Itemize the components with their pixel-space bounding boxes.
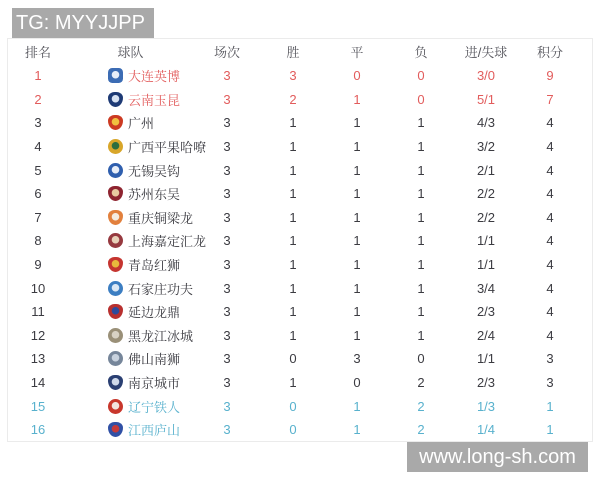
team-cell — [68, 373, 193, 392]
played: 3 — [223, 422, 231, 438]
played: 3 — [223, 304, 231, 320]
points: 3 — [546, 351, 554, 367]
goals: 1/3 — [476, 398, 496, 414]
column-header-goals: 进/失球 — [464, 45, 508, 60]
draw: 0 — [353, 68, 361, 84]
rank: 16 — [30, 422, 46, 438]
team-logo-icon — [108, 163, 123, 178]
loss: 2 — [417, 422, 425, 438]
column-header-rank: 排名 — [24, 45, 51, 60]
table-header-row — [8, 39, 592, 64]
points: 1 — [546, 422, 554, 438]
draw: 3 — [353, 351, 361, 367]
win: 1 — [289, 209, 297, 225]
table-row — [8, 300, 592, 324]
loss: 0 — [417, 351, 425, 367]
draw: 1 — [353, 257, 361, 273]
column-header-wins: 胜 — [286, 45, 300, 60]
rank: 15 — [30, 398, 46, 414]
team-name[interactable]: 苏州东吴 — [128, 187, 181, 203]
win: 1 — [289, 115, 297, 131]
win: 0 — [289, 398, 297, 414]
rank: 4 — [34, 139, 42, 155]
win: 1 — [289, 186, 297, 202]
team-logo-icon — [108, 422, 123, 437]
column-header-losses: 负 — [414, 45, 428, 60]
goals: 4/3 — [476, 115, 496, 131]
goals: 1/4 — [476, 422, 496, 438]
played: 3 — [223, 351, 231, 367]
points: 4 — [546, 257, 554, 273]
standings-table — [7, 38, 593, 442]
team-cell — [68, 113, 193, 132]
team-name[interactable]: 广西平果哈嘹 — [128, 140, 207, 156]
played: 3 — [223, 68, 231, 84]
win: 1 — [289, 233, 297, 249]
rank: 10 — [30, 280, 46, 296]
goals: 1/1 — [476, 257, 496, 273]
team-cell — [68, 90, 193, 109]
team-cell — [68, 397, 193, 416]
loss: 1 — [417, 115, 425, 131]
team-cell — [68, 66, 193, 85]
team-cell — [68, 208, 193, 227]
loss: 1 — [417, 186, 425, 202]
watermark-bottom: www.long-sh.com — [407, 442, 588, 472]
goals: 3/4 — [476, 280, 496, 296]
table-row — [8, 158, 592, 182]
points: 4 — [546, 139, 554, 155]
team-cell — [68, 326, 193, 345]
table-row — [8, 206, 592, 230]
draw: 1 — [353, 115, 361, 131]
team-cell — [68, 420, 193, 439]
points: 4 — [546, 209, 554, 225]
team-name[interactable]: 辽宁铁人 — [128, 399, 181, 415]
team-name[interactable]: 云南玉昆 — [128, 92, 181, 108]
goals: 5/1 — [476, 91, 496, 107]
table-row — [8, 229, 592, 253]
team-logo-icon — [108, 186, 123, 201]
rank: 5 — [34, 162, 42, 178]
points: 4 — [546, 233, 554, 249]
team-name[interactable]: 延边龙鼎 — [128, 305, 181, 321]
table-row — [8, 111, 592, 135]
draw: 1 — [353, 186, 361, 202]
draw: 1 — [353, 327, 361, 343]
rank: 2 — [34, 91, 42, 107]
goals: 3/2 — [476, 139, 496, 155]
points: 9 — [546, 68, 554, 84]
team-logo-icon — [108, 375, 123, 390]
played: 3 — [223, 327, 231, 343]
table-row — [8, 276, 592, 300]
points: 4 — [546, 162, 554, 178]
table-row — [8, 88, 592, 112]
rank: 3 — [34, 115, 42, 131]
table-row — [8, 324, 592, 348]
team-logo-icon — [108, 233, 123, 248]
rank: 6 — [34, 186, 42, 202]
team-name[interactable]: 重庆铜梁龙 — [128, 210, 194, 226]
team-cell — [68, 302, 193, 321]
team-name[interactable]: 大连英博 — [128, 69, 181, 85]
points: 4 — [546, 280, 554, 296]
goals: 2/3 — [476, 375, 496, 391]
win: 0 — [289, 422, 297, 438]
win: 1 — [289, 375, 297, 391]
table-row — [8, 347, 592, 371]
points: 4 — [546, 186, 554, 202]
played: 3 — [223, 186, 231, 202]
draw: 1 — [353, 91, 361, 107]
rank: 12 — [30, 327, 46, 343]
team-logo-icon — [108, 328, 123, 343]
table-row — [8, 253, 592, 277]
loss: 1 — [417, 209, 425, 225]
team-logo-icon — [108, 210, 123, 225]
team-cell — [68, 349, 193, 368]
draw: 0 — [353, 375, 361, 391]
win: 1 — [289, 327, 297, 343]
standings-body — [8, 64, 592, 442]
rank: 9 — [34, 257, 42, 273]
win: 1 — [289, 162, 297, 178]
points: 4 — [546, 115, 554, 131]
table-row — [8, 418, 592, 442]
team-cell — [68, 161, 193, 180]
rank: 7 — [34, 209, 42, 225]
draw: 1 — [353, 280, 361, 296]
table-row — [8, 394, 592, 418]
win: 0 — [289, 351, 297, 367]
team-logo-icon — [108, 68, 123, 83]
team-name[interactable]: 佛山南狮 — [128, 352, 181, 368]
played: 3 — [223, 162, 231, 178]
team-name[interactable]: 黑龙江冰城 — [128, 328, 194, 344]
loss: 2 — [417, 375, 425, 391]
win: 2 — [289, 91, 297, 107]
goals: 3/0 — [476, 68, 496, 84]
table-row — [8, 371, 592, 395]
loss: 1 — [417, 327, 425, 343]
win: 1 — [289, 304, 297, 320]
goals: 2/2 — [476, 186, 496, 202]
team-logo-icon — [108, 281, 123, 296]
played: 3 — [223, 139, 231, 155]
team-name[interactable]: 南京城市 — [128, 376, 181, 392]
loss: 1 — [417, 162, 425, 178]
played: 3 — [223, 375, 231, 391]
played: 3 — [223, 398, 231, 414]
goals: 1/1 — [476, 233, 496, 249]
rank: 1 — [34, 68, 42, 84]
column-header-played: 场次 — [213, 45, 240, 60]
team-logo-icon — [108, 351, 123, 366]
watermark-top: TG: MYYJJPP — [12, 8, 154, 38]
draw: 1 — [353, 304, 361, 320]
points: 1 — [546, 398, 554, 414]
points: 7 — [546, 91, 554, 107]
played: 3 — [223, 280, 231, 296]
column-header-team: 球队 — [117, 45, 144, 60]
team-name[interactable]: 上海嘉定汇龙 — [128, 234, 207, 250]
points: 3 — [546, 375, 554, 391]
rank: 13 — [30, 351, 46, 367]
played: 3 — [223, 91, 231, 107]
team-cell — [68, 184, 193, 203]
loss: 1 — [417, 304, 425, 320]
column-header-points: 积分 — [536, 45, 563, 60]
rank: 14 — [30, 375, 46, 391]
draw: 1 — [353, 233, 361, 249]
points: 4 — [546, 304, 554, 320]
loss: 0 — [417, 91, 425, 107]
played: 3 — [223, 209, 231, 225]
loss: 1 — [417, 257, 425, 273]
win: 1 — [289, 257, 297, 273]
goals: 2/4 — [476, 327, 496, 343]
team-cell — [68, 231, 207, 250]
team-logo-icon — [108, 304, 123, 319]
draw: 1 — [353, 398, 361, 414]
loss: 0 — [417, 68, 425, 84]
table-row — [8, 64, 592, 88]
table-row — [8, 182, 592, 206]
goals: 2/1 — [476, 162, 496, 178]
team-cell — [68, 279, 193, 298]
draw: 1 — [353, 209, 361, 225]
loss: 1 — [417, 139, 425, 155]
loss: 1 — [417, 233, 425, 249]
draw: 1 — [353, 162, 361, 178]
team-logo-icon — [108, 399, 123, 414]
rank: 11 — [31, 304, 45, 320]
loss: 2 — [417, 398, 425, 414]
team-logo-icon — [108, 139, 123, 154]
goals: 2/3 — [476, 304, 496, 320]
rank: 8 — [34, 233, 42, 249]
played: 3 — [223, 115, 231, 131]
team-cell — [68, 137, 207, 156]
win: 3 — [289, 68, 297, 84]
table-row — [8, 135, 592, 159]
team-name[interactable]: 江西庐山 — [128, 423, 181, 439]
team-logo-icon — [108, 115, 123, 130]
win: 1 — [289, 139, 297, 155]
team-logo-icon — [108, 92, 123, 107]
draw: 1 — [353, 139, 361, 155]
team-name[interactable]: 青岛红狮 — [128, 258, 181, 274]
draw: 1 — [353, 422, 361, 438]
team-name[interactable]: 无锡吴钩 — [128, 163, 181, 179]
played: 3 — [223, 257, 231, 273]
goals: 1/1 — [476, 351, 496, 367]
team-logo-icon — [108, 257, 123, 272]
loss: 1 — [417, 280, 425, 296]
played: 3 — [223, 233, 231, 249]
team-cell — [68, 255, 193, 274]
team-name[interactable]: 广州 — [128, 116, 155, 132]
column-header-draws: 平 — [350, 45, 364, 60]
goals: 2/2 — [476, 209, 496, 225]
points: 4 — [546, 327, 554, 343]
win: 1 — [289, 280, 297, 296]
team-name[interactable]: 石家庄功夫 — [128, 281, 194, 297]
